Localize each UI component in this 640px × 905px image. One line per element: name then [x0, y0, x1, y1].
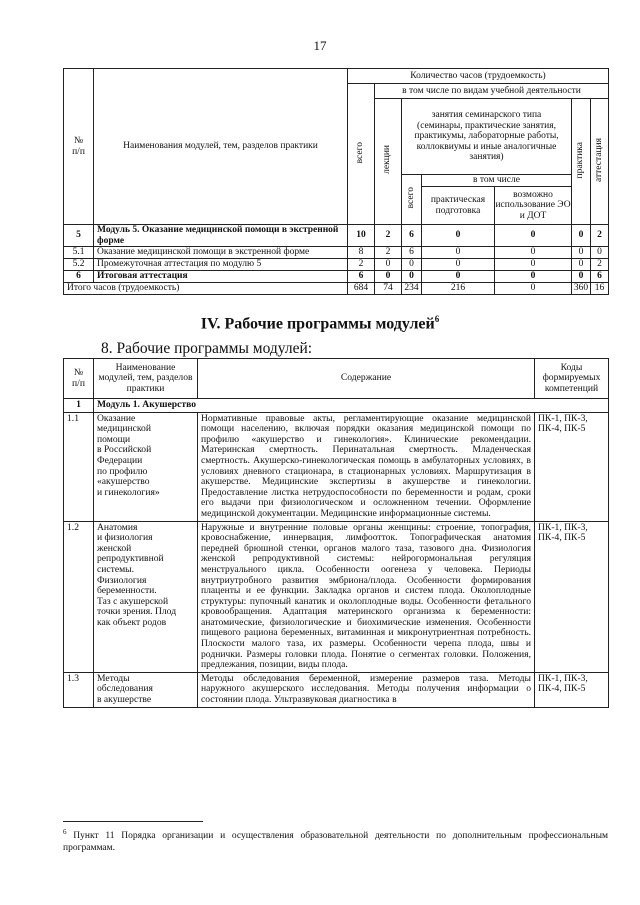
cell-name: Промежуточная аттестация по модулю 5: [94, 259, 348, 271]
cell-name: Итоговая аттестация: [94, 271, 348, 283]
cell-total: 10: [348, 225, 375, 247]
cell-eo-dot: 0: [495, 271, 572, 283]
cell-eo-dot: 0: [495, 283, 572, 295]
cell-name: Методы обследования в акушерстве: [94, 672, 198, 707]
cell-total: 8: [348, 247, 375, 259]
cell-num: 6: [64, 271, 94, 283]
section-title: [0, 314, 640, 333]
table-row: [64, 412, 609, 521]
cell-name: Анатомия и физиология женской репродуктивной системы. Физиология беременности. Таз с акушерской точки зрения. Плод как объект родов: [94, 521, 198, 672]
table-total-row: [64, 283, 609, 295]
cell-eo-dot: 0: [495, 259, 572, 271]
header-eo-dot: возможно использование ЭО и ДОТ: [495, 187, 572, 225]
cell-name: Оказание медицинской помощи в экстренной форме: [94, 247, 348, 259]
module-row: [64, 399, 609, 413]
cell-practical-prep: 0: [422, 247, 495, 259]
cell-eo-dot: 0: [495, 247, 572, 259]
cell-attestation: 6: [591, 271, 609, 283]
header-content: Содержание: [198, 359, 535, 399]
header-seminar: занятия семинарского типа (семинары, практические занятия, практикумы, лабораторные работы, коллоквиумы и иные аналогичные занятия): [402, 99, 572, 175]
cell-name: Оказание медицинской помощи в Российской Федерации по профилю «акушерство и гинекология»: [94, 412, 198, 521]
cell-practical-prep: 0: [422, 225, 495, 247]
cell-total: 6: [348, 271, 375, 283]
cell-practical-prep: 216: [422, 283, 495, 295]
cell-seminar: 234: [402, 283, 422, 295]
header-num: № п/п: [64, 69, 94, 225]
cell-seminar: 0: [402, 259, 422, 271]
footnote: [63, 826, 608, 854]
cell-num: 5.2: [64, 259, 94, 271]
header-lectures: лекции: [375, 99, 402, 225]
cell-practice: 0: [572, 259, 591, 271]
header-incl: в том числе: [422, 175, 572, 187]
cell-lectures: 0: [375, 271, 402, 283]
header-hours: Количество часов (трудоемкость): [348, 69, 609, 84]
header-practical-prep: практическая подготовка: [422, 187, 495, 225]
cell-practical-prep: 0: [422, 259, 495, 271]
cell-num: 1.2: [64, 521, 94, 672]
cell-practice: 0: [572, 225, 591, 247]
cell-num: 1: [64, 399, 94, 413]
header-practice: практика: [572, 99, 591, 225]
header-name: Наименование модулей, тем, разделов практики: [94, 359, 198, 399]
cell-eo-dot: 0: [495, 225, 572, 247]
cell-num: 1.1: [64, 412, 94, 521]
cell-num: 1.3: [64, 672, 94, 707]
cell-num: 5.1: [64, 247, 94, 259]
header-by-type: в том числе по видам учебной деятельности: [375, 84, 609, 99]
cell-codes: ПК-1, ПК-3, ПК-4, ПК-5: [535, 672, 609, 707]
module-title: Модуль 1. Акушерство: [94, 399, 609, 413]
footnote-divider: [63, 821, 203, 822]
header-total: всего: [348, 84, 375, 225]
section-title-text: IV. Рабочие программы модулей: [200, 315, 435, 333]
cell-lectures: 74: [375, 283, 402, 295]
cell-codes: ПК-1, ПК-3, ПК-4, ПК-5: [535, 521, 609, 672]
cell-content: Нормативные правовые акты, регламентирующие оказание медицинской помощи населению, включая порядки оказания медицинской помощи по профилю «акушерство и гинекология». Клинические рекомендации. Материнская смертность. Перинатальная смертность. Младенческая смертность. Акушерско-гинекологическая помощь в амбулаторных условиях, в условиях дневного стационара, в стационарных условиях. Маршрутизация в акушерстве. Медицинские экспертизы в акушерстве и гинекологии. Предоставление листка нетрудоспособности по беременности и родам, сроки его выдачи при физиологическом и осложненном течении. Оформление медицинской документации. Медицинские информационные системы.: [198, 412, 535, 521]
cell-practice: 0: [572, 271, 591, 283]
cell-attestation: 2: [591, 259, 609, 271]
cell-practice: 0: [572, 247, 591, 259]
total-label: Итого часов (трудоемкость): [64, 283, 348, 295]
programs-table: [63, 358, 609, 708]
cell-seminar: 0: [402, 271, 422, 283]
cell-attestation: 16: [591, 283, 609, 295]
table-row: [64, 225, 609, 247]
table-row: [64, 259, 609, 271]
cell-content: Наружные и внутренние половые органы женщины: строение, топография, кровоснабжение, иннервация, лимфоотток. Топографическая анатомия передней брюшной стенки, органов малого таза, тазового дна. Физиология женской репродуктивной системы: нейрогормональная регуляция менструального цикла. Особенности оогенеза у человека. Периоды внутриутробного развития эмбриона/плода. Особенности формирования плаценты и ее функции. Закладка органов и систем плода. Околоплодные структуры: пупочный канатик и околоплодные воды. Особенности фетального кровообращения. Адаптация материнского организма к беременности: анатомические, физиологические и биохимические изменения. Особенности пищевого рациона беременных, витаминная и микронутриентная потребность. Плоскости малого таза, их размеры. Особенности черепа плода, швы и роднички. Размеры головки плода. Понятие о сегментах головки. Положения, предлежания, позиции, виды плода.: [198, 521, 535, 672]
footnote-ref: 6: [434, 314, 440, 324]
footnote-text: Пункт 11 Порядка организации и осуществления образовательной деятельности по дополнительным профессиональным программам.: [63, 831, 608, 854]
cell-lectures: 0: [375, 259, 402, 271]
cell-codes: ПК-1, ПК-3, ПК-4, ПК-5: [535, 412, 609, 521]
footnote-mark: 6: [63, 828, 67, 836]
cell-name: Модуль 5. Оказание медицинской помощи в экстренной форме: [94, 225, 348, 247]
cell-practice: 360: [572, 283, 591, 295]
cell-num: 5: [64, 225, 94, 247]
header-name: Наименования модулей, тем, разделов практики: [94, 69, 348, 225]
cell-attestation: 2: [591, 225, 609, 247]
cell-total: 684: [348, 283, 375, 295]
cell-seminar: 6: [402, 225, 422, 247]
table-row: [64, 521, 609, 672]
header-sem-total: всего: [402, 175, 422, 225]
subsection-title: 8. Рабочие программы модулей:: [101, 340, 313, 357]
cell-lectures: 2: [375, 247, 402, 259]
header-num: № п/п: [64, 359, 94, 399]
cell-total: 2: [348, 259, 375, 271]
table-header-row: [64, 359, 609, 399]
cell-lectures: 2: [375, 225, 402, 247]
cell-content: Методы обследования беременной, измерение размеров таза. Методы наружного акушерского исследования. Методы получения информации о состоянии плода. Ультразвуковая диагностика в: [198, 672, 535, 707]
cell-attestation: 0: [591, 247, 609, 259]
hours-table: [63, 68, 609, 295]
header-codes: Коды формируемых компетенций: [535, 359, 609, 399]
cell-practical-prep: 0: [422, 271, 495, 283]
header-attestation: аттестация: [591, 99, 609, 225]
table-row: [64, 271, 609, 283]
table-row: [64, 672, 609, 707]
cell-seminar: 6: [402, 247, 422, 259]
page-number: 17: [313, 38, 327, 53]
table-row: [64, 247, 609, 259]
